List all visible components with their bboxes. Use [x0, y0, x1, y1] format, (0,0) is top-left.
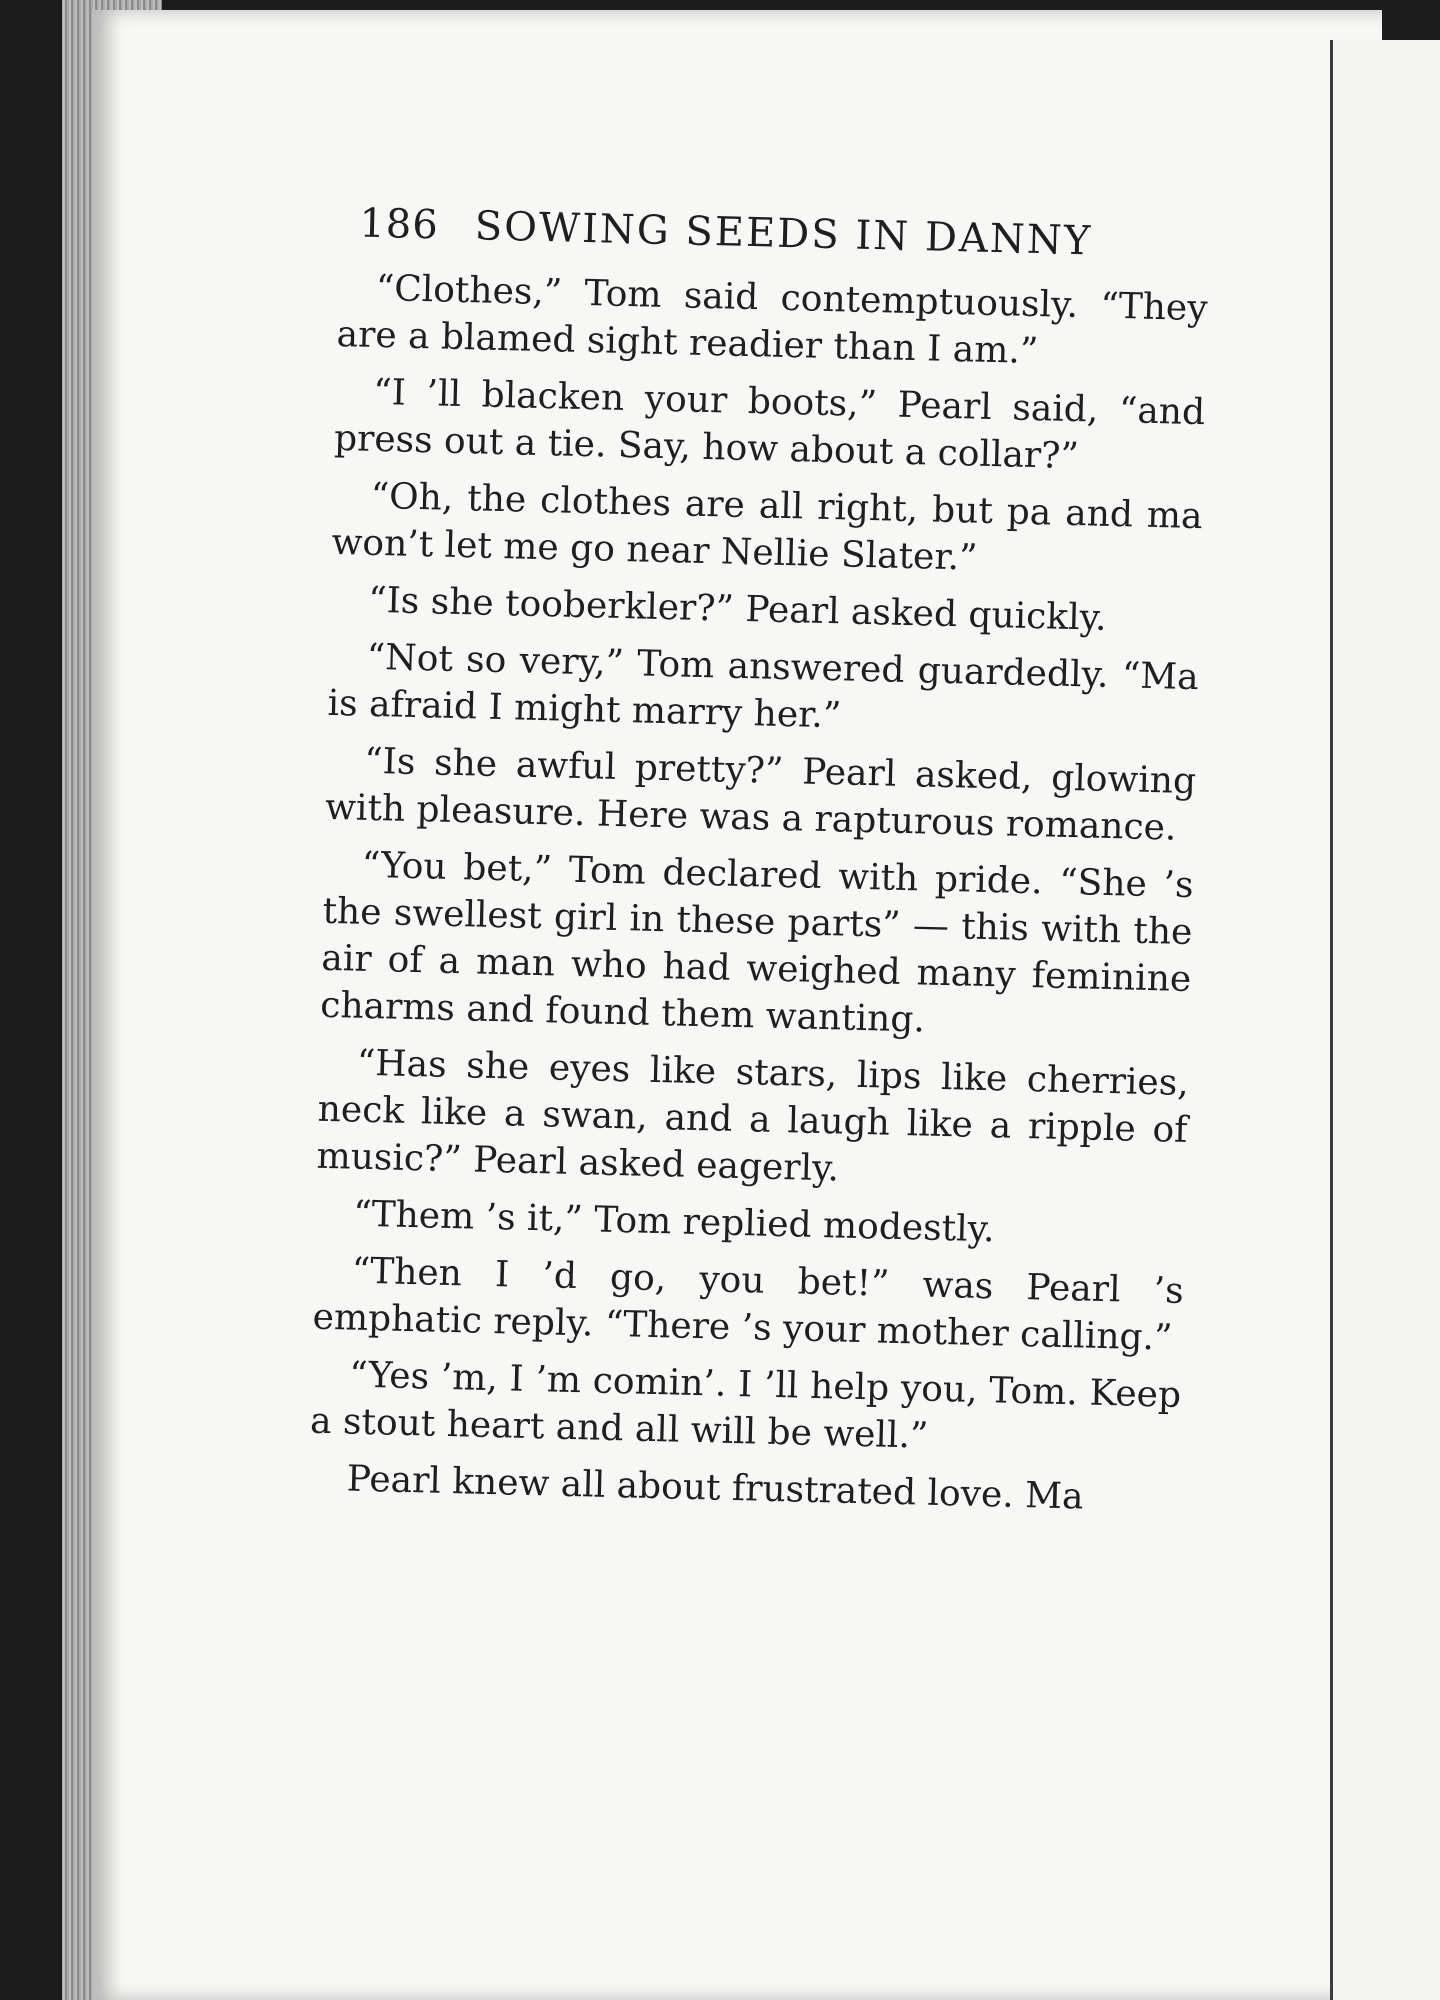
paragraph: “I ’ll blacken your boots,” Pearl said, “and press out a tie. Say, how about a collar?”: [333, 371, 1206, 478]
paragraph: “Clothes,” Tom said contemptuously. “They are a blamed sight readier than I am.”: [336, 267, 1209, 373]
next-page-margin: [1333, 40, 1440, 2000]
paragraph: “Is she tooberkler?” Pearl asked quickly.: [367, 579, 1108, 639]
paragraph: “Is she awful pretty?” Pearl asked, glowing with pleasure. Here was a rapturous romance.: [324, 740, 1197, 849]
paragraph: “Oh, the clothes are all right, but pa and ma won’t let me go near Nellie Slater.”: [331, 475, 1204, 579]
paragraph: “You bet,” Tom declared with pride. “She ’s the swellest girl in these parts” — this with the air of a man who had weighed many feminine charms and found them wanting.: [319, 844, 1195, 1041]
paragraph: “Them ’s it,” Tom replied modestly.: [352, 1193, 996, 1251]
paragraph: “Has she eyes like stars, lips like cherries, neck like a swan, and a laugh like a ripple of music?” Pearl asked eagerly.: [316, 1042, 1190, 1190]
page-text: [308, 200, 1210, 1533]
paragraph: Pearl knew all about frustrated love. Ma: [346, 1458, 1084, 1518]
page-number: 186: [358, 200, 440, 249]
paragraph: “Then I ’d go, you bet!” was Pearl ’s emphatic reply. “There ’s your mother calling.”: [312, 1250, 1185, 1359]
running-title: SOWING SEEDS IN DANNY: [474, 203, 1093, 265]
paragraph: “Not so very,” Tom answered guardedly. “Ma is afraid I might marry her.”: [327, 636, 1200, 737]
paragraph: “Yes ’m, I ’m comin’. I ’ll help you, Tom. Keep a stout heart and all will be well.”: [309, 1354, 1182, 1457]
